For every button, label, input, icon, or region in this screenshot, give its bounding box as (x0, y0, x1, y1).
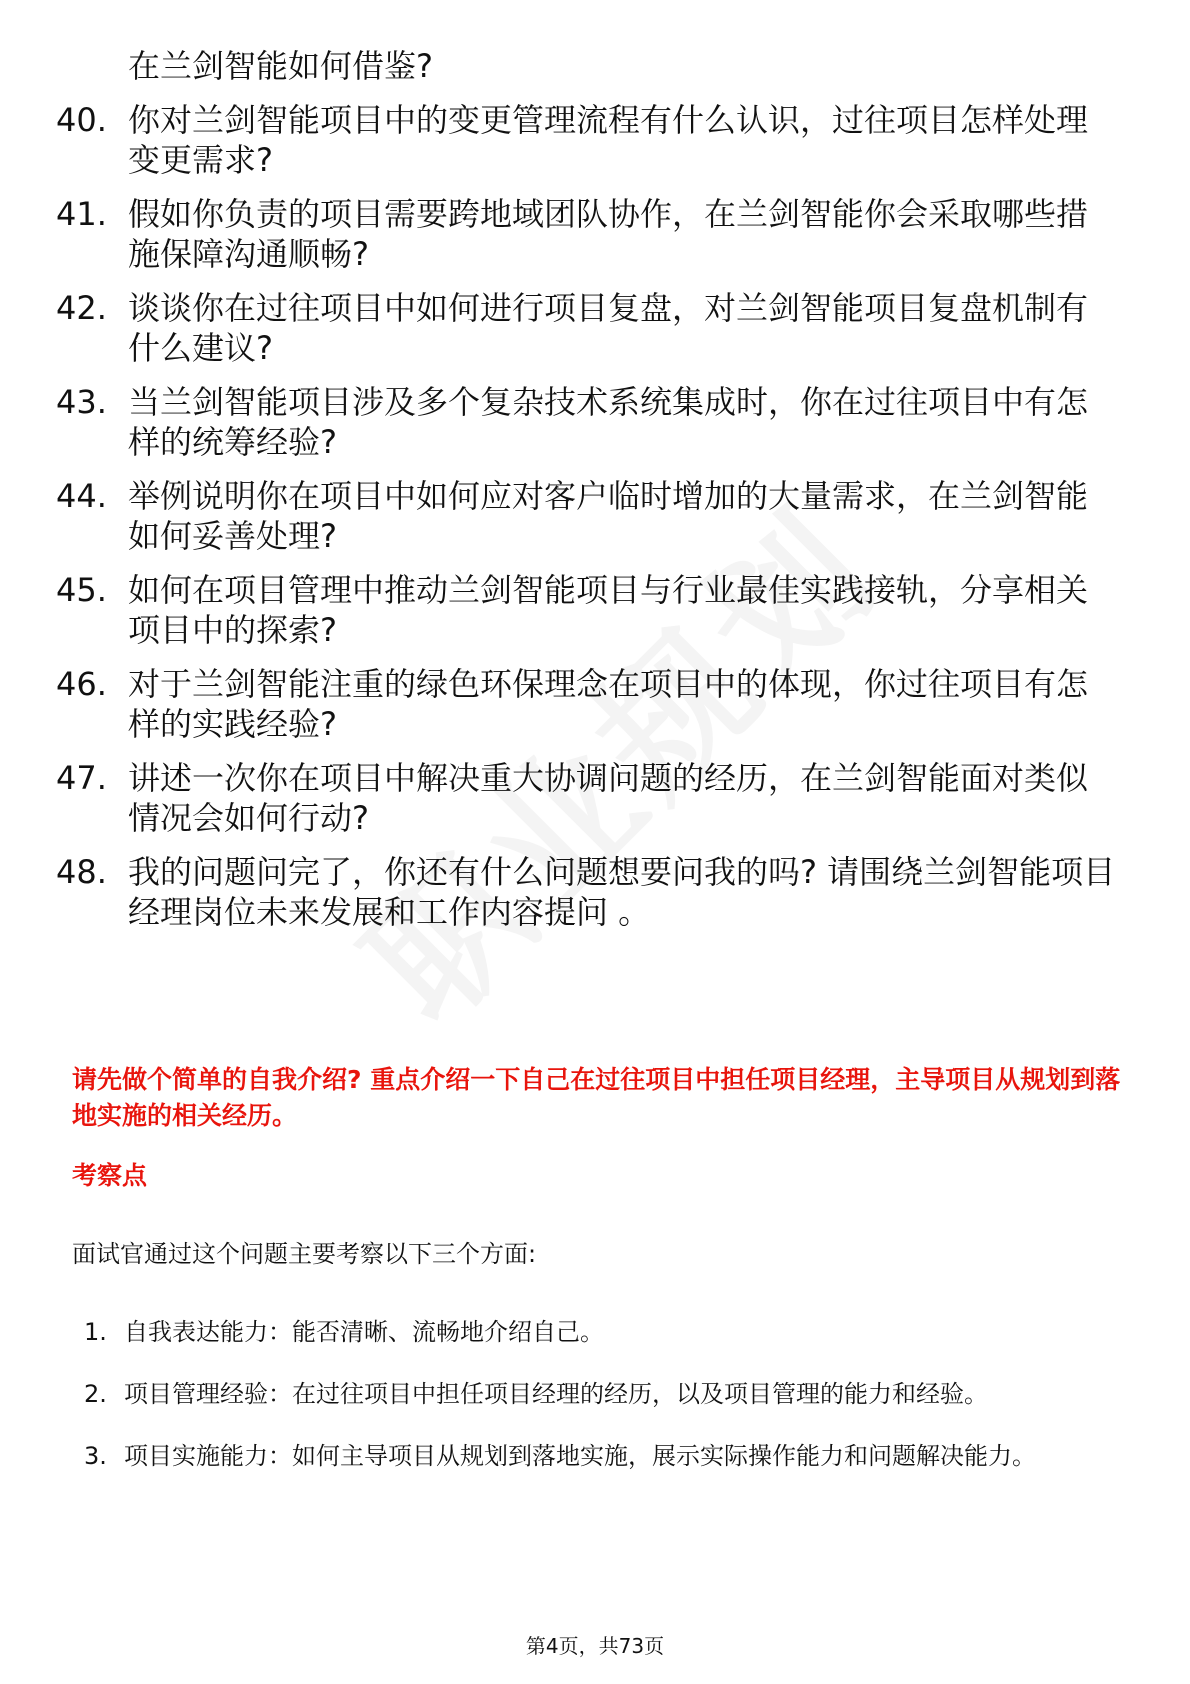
intro-text: 面试官通过这个问题主要考察以下三个方面: (72, 1240, 537, 1268)
question-text: 谈谈你在过往项目中如何进行项目复盘，对兰剑智能项目复盘机制有什么建议? (128, 289, 1089, 367)
question-number: 47. (56, 759, 107, 797)
question-text: 假如你负责的项目需要跨地域团队协作，在兰剑智能你会采取哪些措施保障沟通顺畅? (128, 195, 1089, 273)
question-number: 46. (56, 665, 107, 703)
question-list (56, 46, 1116, 946)
section-title: 考察点 (72, 1161, 148, 1190)
points-list (84, 1306, 1124, 1492)
question-number: 45. (56, 571, 107, 609)
question-text: 讲述一次你在项目中解决重大协调问题的经历，在兰剑智能面对类似情况会如何行动? (128, 759, 1089, 837)
question-text: 举例说明你在项目中如何应对客户临时增加的大量需求，在兰剑智能如何妥善处理? (128, 477, 1089, 555)
list-item (84, 1306, 1124, 1358)
list-item (56, 382, 1116, 462)
highlight-question: 请先做个简单的自我介绍? 重点介绍一下自己在过往项目中担任项目经理，主导项目从规划到落地实施的相关经历。 (72, 1065, 1121, 1130)
list-item (56, 570, 1116, 650)
point-text: 项目实施能力：如何主导项目从规划到落地实施，展示实际操作能力和问题解决能力。 (124, 1442, 1036, 1470)
point-text: 自我表达能力：能否清晰、流畅地介绍自己。 (124, 1318, 604, 1346)
question-number: 41. (56, 195, 107, 233)
question-text: 在兰剑智能如何借鉴? (128, 47, 433, 85)
page-footer: 第4页，共73页 (525, 1634, 665, 1658)
question-number: 43. (56, 383, 107, 421)
question-text: 对于兰剑智能注重的绿色环保理念在项目中的体现，你过往项目有怎样的实践经验? (128, 665, 1089, 743)
list-item (56, 194, 1116, 274)
question-number: 48. (56, 853, 107, 891)
list-item (84, 1430, 1124, 1482)
point-number: 3. (84, 1442, 107, 1470)
list-item (56, 46, 1116, 86)
list-item (56, 100, 1116, 180)
question-number: 44. (56, 477, 107, 515)
list-item (56, 758, 1116, 838)
question-text: 我的问题问完了，你还有什么问题想要问我的吗? 请围绕兰剑智能项目经理岗位未来发展和工作内容提问 。 (128, 853, 1116, 931)
list-item (56, 852, 1116, 932)
list-item (56, 288, 1116, 368)
question-text: 当兰剑智能项目涉及多个复杂技术系统集成时，你在过往项目中有怎样的统筹经验? (128, 383, 1089, 461)
question-text: 你对兰剑智能项目中的变更管理流程有什么认识，过往项目怎样处理变更需求? (128, 101, 1089, 179)
point-number: 2. (84, 1380, 107, 1408)
list-item (56, 664, 1116, 744)
question-text: 如何在项目管理中推动兰剑智能项目与行业最佳实践接轨，分享相关项目中的探索? (128, 571, 1089, 649)
question-number: 40. (56, 101, 107, 139)
question-number: 42. (56, 289, 107, 327)
point-number: 1. (84, 1318, 107, 1346)
list-item (84, 1368, 1124, 1420)
list-item (56, 476, 1116, 556)
point-text: 项目管理经验：在过往项目中担任项目经理的经历，以及项目管理的能力和经验。 (124, 1380, 988, 1408)
